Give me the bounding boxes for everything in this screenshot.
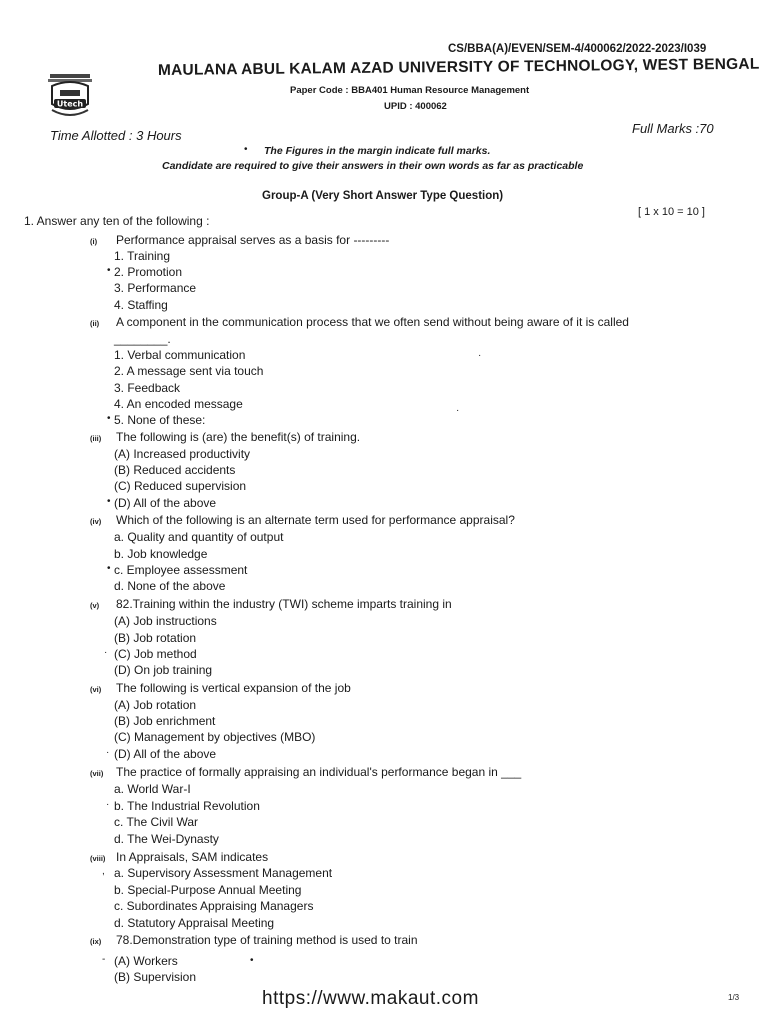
question-text: Which of the following is an alternate term used for performance appraisal?	[116, 513, 515, 527]
question	[90, 850, 268, 864]
question-text: The practice of formally appraising an individual's performance began in ___	[116, 765, 522, 779]
option: c. The Civil War	[114, 815, 199, 829]
option: 1. Training	[114, 249, 171, 263]
question-number: (vii)	[90, 769, 104, 778]
question-text: A component in the communication process that we often send without being aware of it is called	[116, 315, 629, 329]
scan-mark: •	[244, 144, 248, 155]
option: 5. None of these:	[114, 413, 206, 427]
question	[90, 765, 521, 779]
answer-instruction: 1. Answer any ten of the following :	[24, 214, 210, 228]
scan-mark: •	[107, 413, 111, 424]
option: (B) Job rotation	[114, 631, 197, 645]
question-number: (i)	[90, 237, 98, 246]
question-text: The following is vertical expansion of the job	[116, 681, 351, 695]
option: a. World War-I	[114, 782, 191, 796]
option: b. Special-Purpose Annual Meeting	[114, 883, 302, 897]
paper-code-line: CS/BBA(A)/EVEN/SEM-4/400062/2022-2023/I039	[448, 43, 707, 55]
scan-mark: ·	[104, 647, 108, 658]
option: a. Supervisory Assessment Management	[114, 866, 333, 880]
upid: UPID : 400062	[384, 101, 447, 112]
option: d. Statutory Appraisal Meeting	[114, 916, 275, 930]
option: b. The Industrial Revolution	[114, 799, 260, 813]
question-number: (ii)	[90, 319, 100, 328]
option: (C) Job method	[114, 647, 197, 661]
question	[90, 933, 418, 947]
scan-mark: ·	[106, 799, 110, 810]
option: 2. A message sent via touch	[114, 364, 264, 378]
question-text: In Appraisals, SAM indicates	[116, 850, 269, 864]
group-marks: [ 1 x 10 = 10 ]	[638, 206, 705, 218]
instruction-full-marks: The Figures in the margin indicate full marks.	[264, 145, 491, 157]
answer-blank: ________.	[114, 332, 171, 346]
option: (A) Increased productivity	[114, 447, 251, 461]
question	[90, 430, 360, 444]
question-text: 78.Demonstration type of training method is used to train	[116, 933, 418, 947]
website-footer: https://www.makaut.com	[262, 988, 479, 1009]
question	[90, 233, 389, 247]
option: (B) Reduced accidents	[114, 463, 236, 477]
group-title: Group-A (Very Short Answer Type Question)	[262, 190, 504, 202]
option: (C) Reduced supervision	[114, 479, 247, 493]
scan-mark: •	[107, 265, 111, 276]
scan-mark: ,	[102, 866, 105, 877]
scan-mark: ·	[456, 405, 460, 416]
option: (B) Supervision	[114, 970, 197, 984]
option: (D) All of the above	[114, 747, 217, 761]
option: (A) Job instructions	[114, 614, 217, 628]
option: 4. Staffing	[114, 298, 168, 312]
scan-mark: •	[107, 496, 111, 507]
question	[90, 681, 351, 695]
question	[90, 597, 452, 611]
option: c. Subordinates Appraising Managers	[114, 899, 314, 913]
scan-mark: ·	[106, 747, 110, 758]
question	[90, 315, 629, 329]
option: 2. Promotion	[114, 265, 183, 279]
instruction-own-words: Candidate are required to give their answers in their own words as far as practicable	[162, 160, 584, 172]
question-number: (iv)	[90, 517, 102, 526]
question-number: (v)	[90, 601, 100, 610]
question-number: (ix)	[90, 937, 102, 946]
scan-mark: ·	[478, 350, 482, 361]
question-text: The following is (are) the benefit(s) of training.	[116, 430, 361, 444]
option: d. None of the above	[114, 579, 226, 593]
option: (D) On job training	[114, 663, 213, 677]
option: 3. Performance	[114, 281, 197, 295]
option: b. Job knowledge	[114, 547, 208, 561]
option: a. Quality and quantity of output	[114, 530, 284, 544]
full-marks: Full Marks :70	[632, 121, 714, 136]
logo-text: Utech	[56, 99, 84, 109]
question-number: (viii)	[90, 854, 106, 863]
question-number: (vi)	[90, 685, 102, 694]
option: (D) All of the above	[114, 496, 217, 510]
scan-mark: •	[107, 563, 111, 574]
university-logo	[24, 74, 114, 122]
question-number: (iii)	[90, 434, 102, 443]
option: (A) Workers	[114, 954, 178, 968]
option: 1. Verbal communication	[114, 348, 246, 362]
question-text: 82.Training within the industry (TWI) scheme imparts training in	[116, 597, 452, 611]
question-text: Performance appraisal serves as a basis for ---------	[116, 233, 390, 247]
option: (C) Management by objectives (MBO)	[114, 730, 316, 744]
scan-mark: -	[102, 954, 106, 965]
page-number: 1/3	[728, 993, 740, 1002]
university-name: MAULANA ABUL KALAM AZAD UNIVERSITY OF TECHNOLOGY, WEST BENGAL	[157, 55, 760, 79]
option: 4. An encoded message	[114, 397, 243, 411]
question	[90, 513, 515, 527]
scan-mark: •	[250, 955, 254, 966]
time-allotted: Time Allotted : 3 Hours	[50, 128, 182, 143]
option: d. The Wei-Dynasty	[114, 832, 219, 846]
option: (B) Job enrichment	[114, 714, 216, 728]
option: 3. Feedback	[114, 381, 181, 395]
option: c. Employee assessment	[114, 563, 248, 577]
paper-code: Paper Code : BBA401 Human Resource Management	[290, 85, 530, 96]
option: (A) Job rotation	[114, 698, 197, 712]
